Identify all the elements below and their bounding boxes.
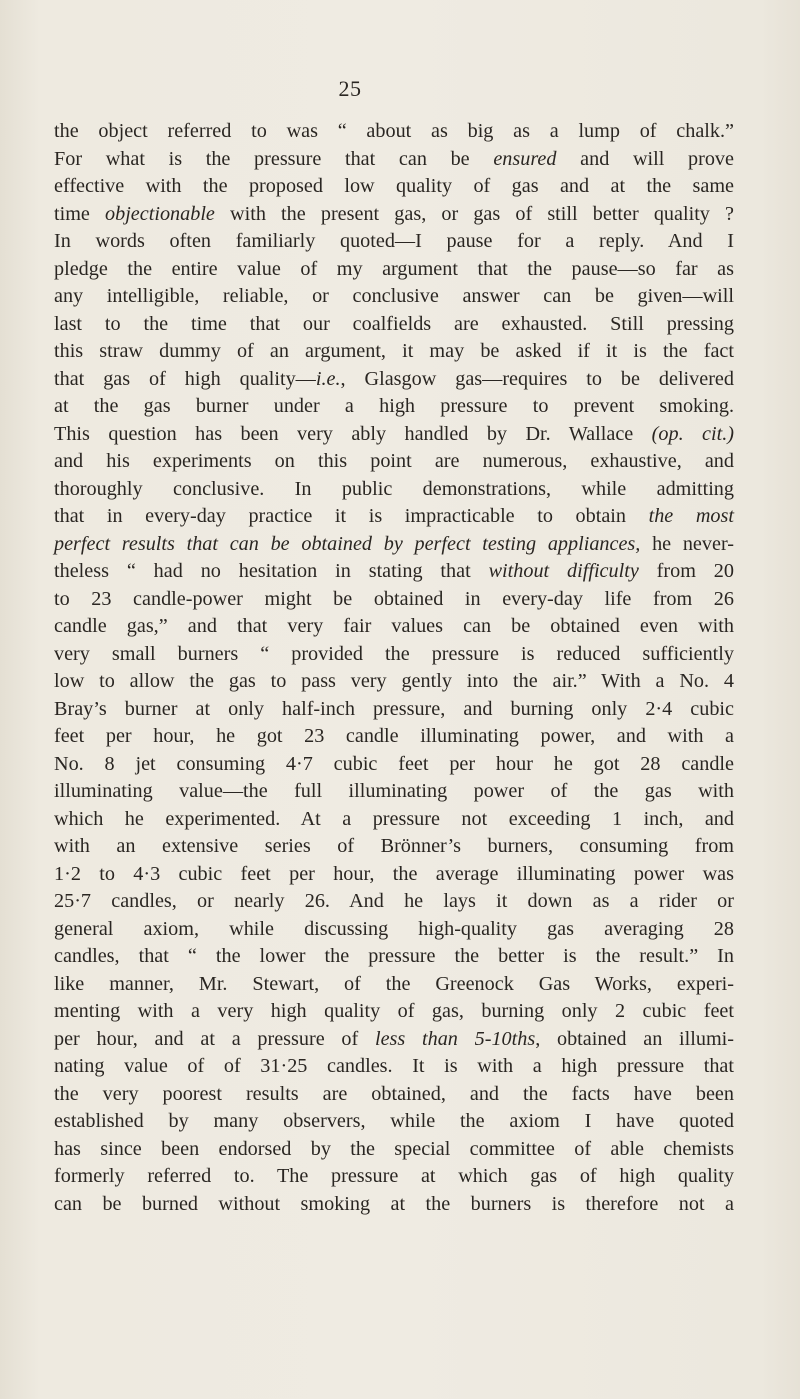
text-line [54,806,734,834]
text-segment: to 23 candle-power might be obtained in every-day life from 26 [54,587,734,610]
text-line [54,393,734,421]
text-line [54,943,734,971]
text-segment: formerly referred to. The pressure at which gas of high quality [54,1165,734,1187]
text-segment: nating value of of 31·25 candles. It is with a high pressure that [54,1055,734,1077]
text-line [54,1191,734,1219]
text-segment: effective with the proposed low quality of gas and at the same [54,175,734,197]
text-segment: 25·7 candles, or nearly 26. And he lays it down as a rider or [54,890,734,912]
italic-text: perfect results that can be obtained by perfect testing appliances, [54,532,641,555]
text-segment: can be burned without smoking at the burners is therefore not a [54,1192,734,1215]
text-line [54,448,734,476]
text-segment: time [54,202,106,225]
italic-text: the most [648,505,734,527]
text-segment: from 20 [638,560,734,582]
italic-text: i.e. [315,367,341,390]
italic-text: objectionable [105,202,215,225]
text-segment: that gas of high quality— [54,367,316,390]
text-segment: candles, that “ the lower the pressure the better is the result.” In [54,945,734,967]
body-text [54,118,734,1218]
text-line [54,998,734,1026]
text-line [54,256,734,284]
text-line [54,613,734,641]
text-segment: and will prove [556,147,734,170]
text-segment: last to the time that our coalfields are exhausted. Still pressing [54,312,734,335]
text-segment: low to allow the gas to pass very gently into the air.” With a No. 4 [54,670,734,692]
text-line [54,503,734,531]
text-segment: he never- [640,532,734,555]
text-segment: No. 8 jet consuming 4·7 cubic feet per hour he got 28 candle [54,752,734,775]
text-line [54,1136,734,1164]
text-line [54,586,734,614]
text-segment: established by many observers, while the axiom I have quoted [54,1110,734,1132]
text-segment: has since been endorsed by the special committee of able chemists [54,1137,734,1160]
text-line [54,366,734,394]
text-line [54,641,734,669]
text-line [54,421,734,449]
text-segment: feet per hour, he got 23 candle illuminating power, and with a [54,725,734,747]
text-segment: that in every-day practice it is impracticable to obtain [54,505,649,527]
text-segment: theless “ had no hesitation in stating that [54,560,489,582]
text-line [54,283,734,311]
text-segment: the object referred to was “ about as big as a lump of chalk.” [54,120,734,142]
text-line [54,173,734,201]
text-line [54,1026,734,1054]
text-segment: , Glasgow gas—requires to be delivered [340,367,734,390]
text-segment: very small burners “ provided the pressure is reduced sufficiently [54,642,734,665]
text-segment: This question has been very ably handled by Dr. Wallace [54,422,652,445]
text-line [54,778,734,806]
text-segment: general axiom, while discussing high-quality gas averaging 28 [54,917,734,940]
text-segment: the very poorest results are obtained, and the facts have been [54,1082,734,1105]
text-line [54,1163,734,1191]
text-line [54,201,734,229]
text-segment: pledge the entire value of my argument that the pause—so far as [54,257,734,280]
text-line [54,971,734,999]
text-line [54,558,734,586]
text-segment: Bray’s burner at only half-inch pressure, and burning only 2·4 cubic [54,697,734,720]
text-line [54,146,734,174]
text-segment: candle gas,” and that very fair values can be obtained even with [54,615,734,637]
text-line [54,1108,734,1136]
text-segment: menting with a very high quality of gas, burning only 2 cubic feet [54,1000,734,1022]
text-segment: and his experiments on this point are numerous, exhaustive, and [54,450,734,472]
text-segment: which he experimented. At a pressure not exceeding 1 inch, and [54,807,734,830]
text-line [54,311,734,339]
text-segment: any intelligible, reliable, or conclusive answer can be given—will [54,285,734,307]
text-line [54,1081,734,1109]
text-segment: In words often familiarly quoted—I pause for a reply. And I [54,230,734,252]
text-segment: illuminating value—the full illuminating power of the gas with [54,780,734,802]
text-line [54,476,734,504]
text-line [54,861,734,889]
text-segment: with the present gas, or gas of still better quality ? [214,202,734,225]
text-segment: at the gas burner under a high pressure to prevent smoking. [54,395,734,417]
text-line [54,531,734,559]
text-line [54,338,734,366]
text-segment: For what is the pressure that can be [54,147,494,170]
text-line [54,696,734,724]
text-line [54,751,734,779]
text-segment: with an extensive series of Brönner’s burners, consuming from [54,835,734,857]
text-line [54,228,734,256]
text-segment: like manner, Mr. Stewart, of the Greenock Gas Works, experi- [54,972,734,995]
text-segment: 1·2 to 4·3 cubic feet per hour, the average illuminating power was [54,862,734,885]
text-line [54,833,734,861]
italic-text: ensured [493,147,557,170]
page-number: 25 [338,76,362,101]
text-line [54,723,734,751]
text-line [54,118,734,146]
text-line [54,916,734,944]
italic-text: without difficulty [488,560,639,582]
text-line [54,1053,734,1081]
text-line [54,888,734,916]
text-line [54,668,734,696]
text-segment: this straw dummy of an argument, it may be asked if it is the fact [54,340,734,362]
text-segment: , obtained an illumi- [535,1027,734,1050]
text-segment: per hour, and at a pressure of [54,1027,375,1050]
text-segment: thoroughly conclusive. In public demonstrations, while admitting [54,477,734,500]
italic-text: (op. cit.) [651,422,735,445]
italic-text: less than 5-10ths [374,1027,536,1050]
